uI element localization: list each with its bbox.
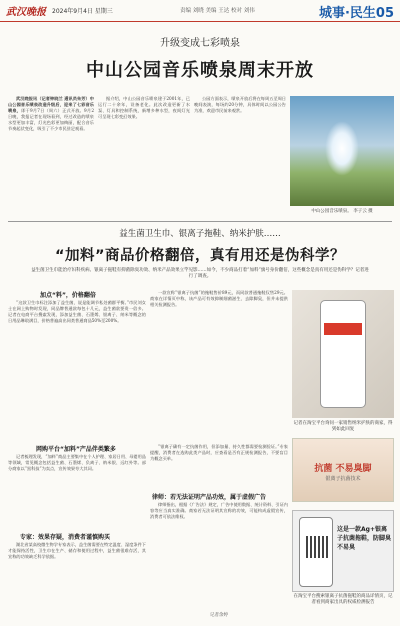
- masthead: [0, 0, 400, 22]
- fountain-photo-caption: 中山公园音乐喷泉。 李子云 摄: [311, 209, 373, 214]
- story2-body-2: 一款宣称“银离子抗菌”的拖鞋售价89元，而同款普通拖鞋仅售29元。商家在详情页中称，该产品可有效抑制细菌滋生、去除脚臭，但并未提供相关检测报告。: [150, 290, 288, 307]
- story2-subhead-2: 网购平台“加料”产品伴类繁多: [36, 446, 116, 453]
- story1-column-2: [98, 96, 190, 218]
- story2-body-4: 湖北省某高校微生物学专家表示，益生菌需要在特定温度、湿度条件下才能保持活性，卫生巾在生产、储存和使用过程中，益生菌很难存活，其宣称的功效缺乏科学依据。: [8, 542, 146, 559]
- antibacterial-product-image: [292, 438, 394, 502]
- chat-header-bar: [324, 323, 362, 335]
- story2-subhead-3: 专家：效果存疑，消费者谨慎购买: [20, 534, 111, 541]
- editor-credits: 责编 刘晓 美编 王达 校对 刘伟: [180, 8, 255, 14]
- story2-column-4: [8, 542, 146, 618]
- story2-body-5: “银离子确有一定抗菌作用，但添加量、持久性都需要检测验证。”专家提醒，消费者在选购此类产品时，应查看是否有正规检测报告，不要盲目为概念买单。: [150, 444, 288, 461]
- story2-kicker: 益生菌卫生巾、银离子拖鞋、纳米护肤……: [119, 229, 281, 239]
- story2-subhead-1: 加点“料”，价格翻倍: [40, 292, 96, 299]
- story2-body-3: 记者梳理发现，“加料”商品主要集中在个人护理、家居日用、母婴用品等领域，常见概念包括益生菌、石墨烯、负离子、纳米银、远红外等。部分商家以“黑科技”为卖点，宣传效果夸大其词。: [8, 454, 146, 471]
- story2-summary: 益生菌卫生巾能治疗妇科疾病、银离子拖鞋有抑菌除臭功效、纳米产品效果立竿见影……如今，不少商品打着“加料”旗号身价翻倍，这些概念是真有用还是伪科学？记者进行了调查。: [31, 268, 369, 279]
- taobao-chat-screenshot: [292, 290, 394, 418]
- story2-body-6: 律师指出，根据《广告法》规定，广告中使用数据、统计资料、引证内容等应当真实准确。商家若无法证明其宣称的功效，可能构成虚假宣传，消费者可依法维权。: [150, 502, 288, 519]
- story1-body-1: 即于9月7日（周六）正式开放。9月2日晚，我报记者在现场看到，经过改造的喷泉水型更加丰富，灯光色彩更加绚丽，配合音乐节奏起伏变化，吸引了不少市民驻足观看。: [8, 108, 94, 131]
- story1-body-2: 据介绍，中山公园音乐喷泉建于2001年，已运行二十余年，设备老化。此次改造更新了水泵、灯具和控制系统，新增多种水型，夜间灯光可呈现七彩变幻效果。: [98, 96, 190, 119]
- slipper-promo-text: 这是一款Ag+银离子抗菌拖鞋，防脚臭不易臭: [337, 526, 392, 551]
- newspaper-logo: 武汉晚报: [6, 7, 46, 18]
- story1-column-3: [194, 96, 286, 218]
- fountain-water: [325, 121, 359, 176]
- reporter-byline: 记者余婷: [210, 613, 228, 618]
- section-title: 城事·民生05: [318, 6, 394, 21]
- story2-column-5: [150, 444, 288, 488]
- product-banner-title: 抗菌 不易臭脚: [314, 464, 372, 474]
- story2-column-2: [150, 290, 288, 440]
- slipper-listing-screenshot: [292, 510, 394, 592]
- slipper-listing-caption: 在淘宝平台搜索银离子抗菌拖鞋的商品详情页，记者看到商家出具的权威检测报告: [293, 594, 393, 605]
- story2-subhead-4: 律师：若无法证明产品功效，属于虚假广告: [152, 494, 267, 501]
- section-divider: [8, 221, 392, 222]
- phone-screen: [299, 517, 333, 587]
- story1-column-1: [8, 96, 94, 218]
- taobao-chat-caption: 记者在淘宝平台询问一家销售纳米护肤的商家，得到如此回复: [293, 421, 393, 432]
- story1-headline: 中山公园音乐喷泉周末开放: [86, 60, 314, 81]
- qr-code-icon: [306, 536, 328, 558]
- story1-body-3: 公园方面表示，喷泉开放后将在每周五至周日晚间表演，每场约20分钟，具体时间以公园公告为准，欢迎市民前来观赏。: [194, 96, 286, 113]
- story2-body-1: “这款卫生巾标注添加了益生菌，说是能调节私处菌群平衡。”市民刘女士在网上购物时发现，同品牌普通款每包十几元，益生菌款要贵一倍多。记者在电商平台搜索发现，添加益生菌、石墨烯、银离子、纳米等概念的日用品琳琅满目，价格普遍高出同类普通商品50%至200%。: [8, 300, 146, 323]
- fountain-photo: [290, 96, 394, 206]
- story2-column-1: [8, 300, 146, 440]
- story2-column-3: [8, 454, 146, 528]
- story1-lead: 武汉晚报讯（记者钟晓兰 通讯员朱芳）中山公园音乐喷泉改造升级后，迎来了七彩音乐喷泉，: [8, 96, 94, 113]
- issue-date: 2024年9月4日 星期三: [52, 8, 113, 15]
- story2-column-6: [150, 502, 288, 610]
- phone-screen: [320, 300, 366, 408]
- product-banner-subtitle: 银离子抗菌技术: [325, 476, 361, 482]
- story2-headline: “加料”商品价格翻倍，真有用还是伪科学？: [54, 248, 346, 264]
- story1-kicker: 升级变成七彩喷泉: [160, 38, 240, 49]
